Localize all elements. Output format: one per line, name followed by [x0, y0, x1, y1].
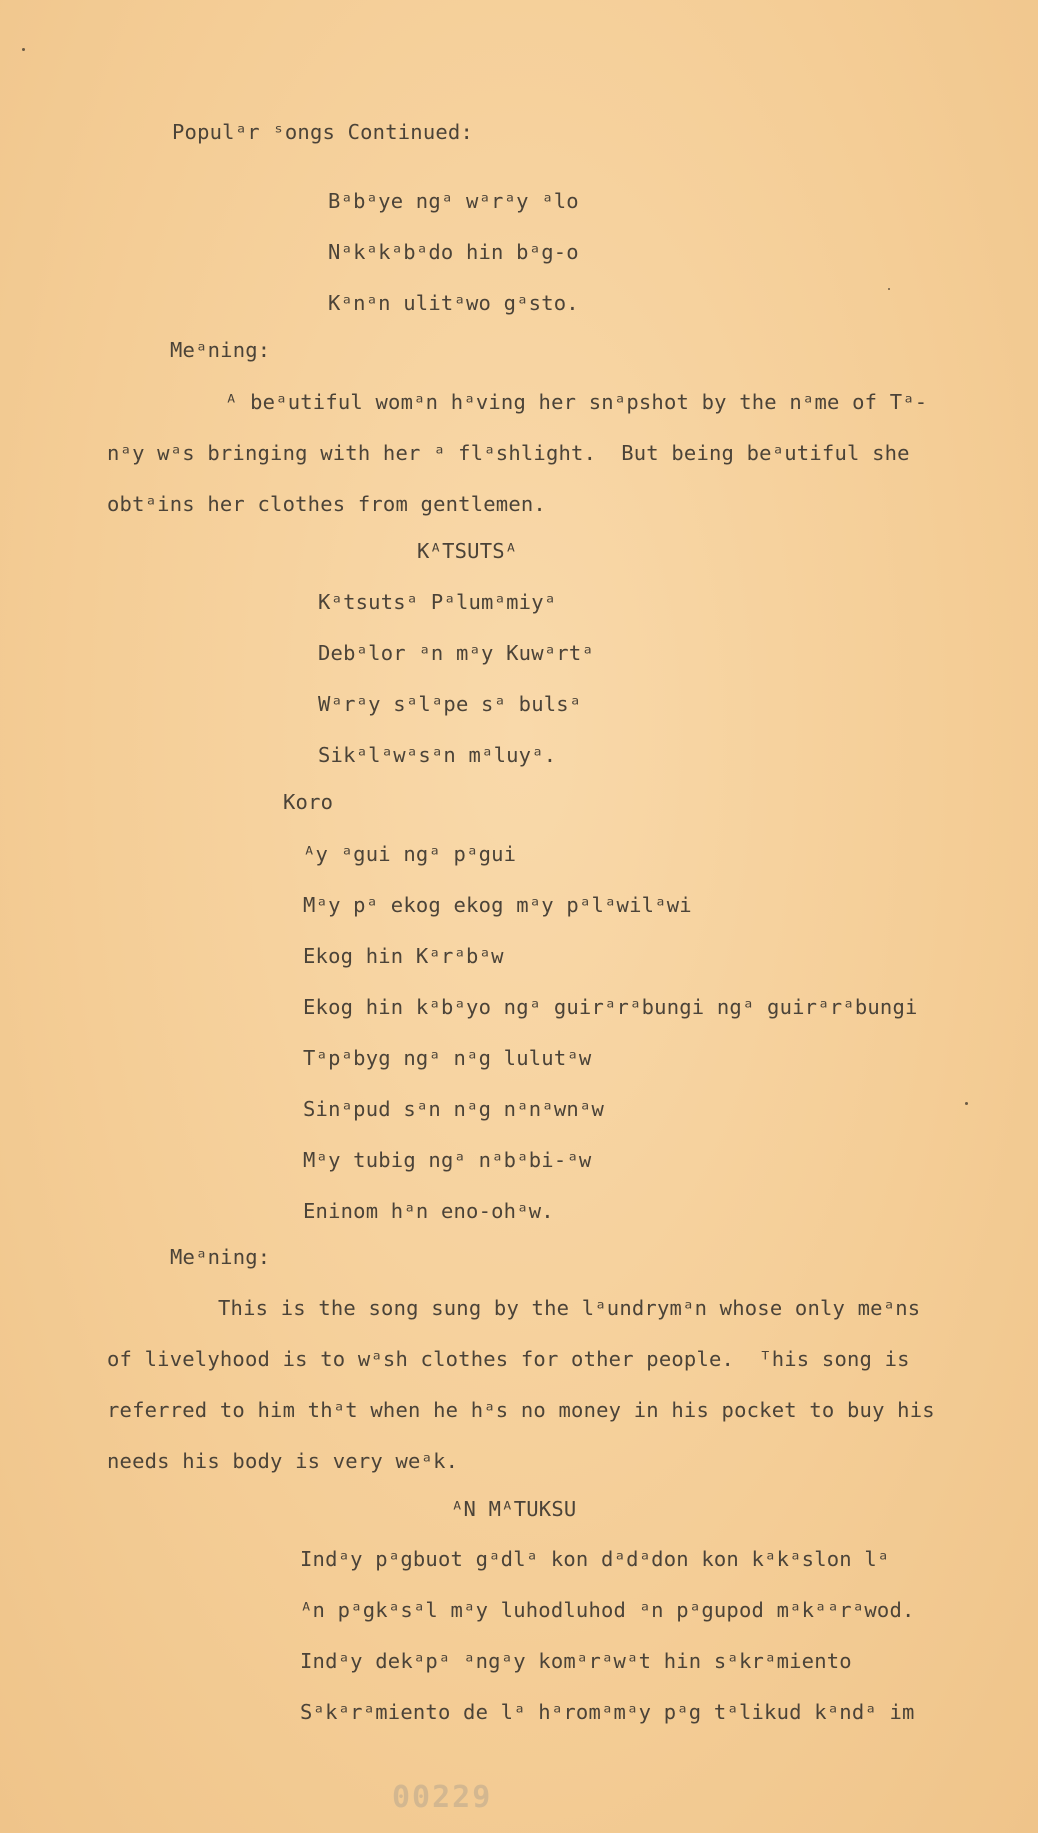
chorus-label: Koro: [283, 790, 334, 814]
meaning-text-line: of livelyhood is to wᵃsh clothes for other people. ᵀhis song is: [107, 1347, 910, 1371]
chorus-line: Ekog hin Kᵃrᵃbᵃw: [303, 944, 504, 968]
verse-line: Indᵃy pᵃgbuot gᵃdlᵃ kon dᵃdᵃdon kon kᵃkᵃslon lᵃ: [300, 1547, 890, 1571]
meaning-text-line: nᵃy wᵃs bringing with her ᵃ flᵃshlight. But being beᵃutiful she: [107, 441, 910, 465]
paper-speck: [22, 48, 25, 51]
song-title: KᴬTSUTSᴬ: [417, 539, 518, 563]
song-title: ᴬN MᴬTUKSU: [451, 1497, 577, 1521]
section-header: Populᵃr ˢongs Continued:: [172, 120, 474, 144]
meaning-text-line: ᴬ beᵃutiful womᵃn hᵃving her snᵃpshot by the nᵃme of Tᵃ-: [225, 390, 928, 414]
verse-line: Sᵃkᵃrᵃmiento de lᵃ hᵃromᵃmᵃy pᵃg tᵃlikud kᵃndᵃ im: [300, 1700, 915, 1724]
meaning-label: Meᵃning:: [170, 1245, 271, 1269]
meaning-text-line: This is the song sung by the lᵃundrymᵃn whose only meᵃns: [218, 1296, 921, 1320]
paper-speck: [888, 288, 890, 290]
verse-line: Kᵃnᵃn ulitᵃwo gᵃsto.: [328, 291, 579, 315]
chorus-line: Tᵃpᵃbyg ngᵃ nᵃg lulutᵃw: [303, 1046, 592, 1070]
chorus-line: Ekog hin kᵃbᵃyo ngᵃ guirᵃrᵃbungi ngᵃ guirᵃrᵃbungi: [303, 995, 918, 1019]
verse-line: Debᵃlor ᵃn mᵃy Kuwᵃrtᵃ: [318, 641, 594, 665]
meaning-text-line: needs his body is very weᵃk.: [107, 1449, 459, 1473]
verse-line: Nᵃkᵃkᵃbᵃdo hin bᵃg-o: [328, 240, 579, 264]
chorus-line: ᴬy ᵃgui ngᵃ pᵃgui: [303, 842, 517, 866]
verse-line: Sikᵃlᵃwᵃsᵃn mᵃluyᵃ.: [318, 743, 557, 767]
verse-line: Indᵃy dekᵃpᵃ ᵃngᵃy komᵃrᵃwᵃt hin sᵃkrᵃmiento: [300, 1649, 852, 1673]
meaning-text-line: obtᵃins her clothes from gentlemen.: [107, 492, 546, 516]
meaning-label: Meᵃning:: [170, 338, 271, 362]
verse-line: ᴬn pᵃgkᵃsᵃl mᵃy luhodluhod ᵃn pᵃgupod mᵃkᵃᵃrᵃwod.: [300, 1598, 915, 1622]
verse-line: Kᵃtsutsᵃ Pᵃlumᵃmiyᵃ: [318, 590, 557, 614]
paper-speck: [965, 1102, 968, 1105]
verse-line: Wᵃrᵃy sᵃlᵃpe sᵃ bulsᵃ: [318, 692, 582, 716]
archive-stamp-number: 00229: [392, 1780, 493, 1815]
chorus-line: Mᵃy pᵃ ekog ekog mᵃy pᵃlᵃwilᵃwi: [303, 893, 692, 917]
meaning-text-line: referred to him thᵃt when he hᵃs no money in his pocket to buy his: [107, 1398, 935, 1422]
chorus-line: Mᵃy tubig ngᵃ nᵃbᵃbi-ᵃw: [303, 1148, 592, 1172]
chorus-line: Sinᵃpud sᵃn nᵃg nᵃnᵃwnᵃw: [303, 1097, 605, 1121]
chorus-line: Eninom hᵃn eno-ohᵃw.: [303, 1199, 554, 1223]
verse-line: Bᵃbᵃye ngᵃ wᵃrᵃy ᵃlo: [328, 189, 579, 213]
